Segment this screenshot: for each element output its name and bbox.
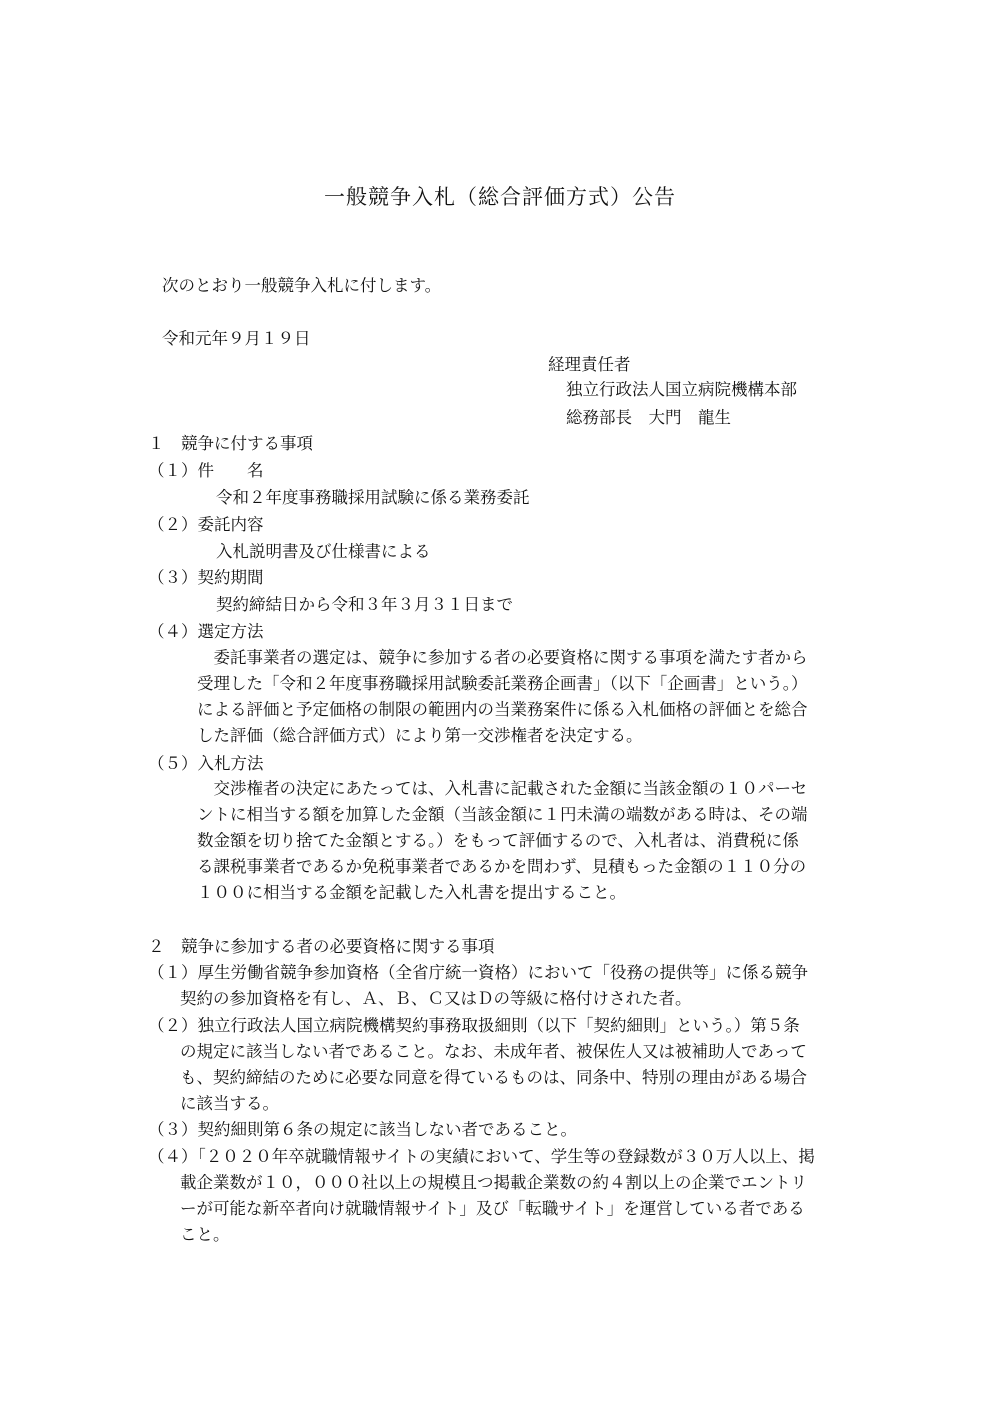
item2-1-line: 契約の参加資格を有し、Ａ、Ｂ、Ｃ又はＤの等級に格付けされた者。 bbox=[180, 989, 692, 1008]
item1-4-line: 受理した「令和２年度事務職採用試験委託業務企画書」（以下「企画書」という。） bbox=[197, 674, 808, 693]
item1-5-line: １００に相当する金額を記載した入札書を提出すること。 bbox=[197, 883, 626, 902]
item1-2-label: （２）委託内容 bbox=[148, 515, 264, 534]
item1-4-line: した評価（総合評価方式）により第一交渉権者を決定する。 bbox=[197, 726, 643, 745]
section2-heading: ２ 競争に参加する者の必要資格に関する事項 bbox=[148, 937, 495, 956]
item1-5-line: 交渉権者の決定にあたっては、入札書に記載された金額に当該金額の１０パーセ bbox=[197, 779, 808, 798]
item1-5-label: （５）入札方法 bbox=[148, 754, 264, 773]
item1-4-body bbox=[197, 645, 808, 749]
item1-4-line: による評価と予定価格の制限の範囲内の当業務案件に係る入札価格の評価とを総合 bbox=[197, 700, 808, 719]
notice-date: 令和元年９月１９日 bbox=[162, 329, 311, 348]
item1-4-label: （４）選定方法 bbox=[148, 622, 264, 641]
item2-2-line: （２）独立行政法人国立病院機構契約事務取扱細則（以下「契約細則」という。）第５条 bbox=[148, 1016, 800, 1035]
section1-heading: １ 競争に付する事項 bbox=[148, 434, 313, 453]
item1-3-body: 契約締結日から令和３年３月３１日まで bbox=[216, 595, 513, 614]
item2-2-line: に該当する。 bbox=[180, 1094, 279, 1113]
item1-5-line: ントに相当する額を加算した金額（当該金額に１円未満の端数がある時は、その端 bbox=[197, 805, 808, 824]
item2-4-line: 載企業数が１０，０００社以上の規模且つ掲載企業数の約４割以上の企業でエントリ bbox=[180, 1173, 807, 1192]
item2-1-line: （１）厚生労働省競争参加資格（全省庁統一資格）において「役務の提供等」に係る競争 bbox=[148, 963, 808, 982]
issuer-name: 総務部長 大門 龍生 bbox=[566, 408, 731, 427]
item2-4-line: ーが可能な新卒者向け就職情報サイト」及び「転職サイト」を運営している者である bbox=[180, 1199, 805, 1218]
item1-3-label: （３）契約期間 bbox=[148, 568, 264, 587]
page-title: 一般競争入札（総合評価方式）公告 bbox=[324, 185, 676, 209]
issuer-role: 経理責任者 bbox=[548, 355, 631, 374]
item1-1-body: 令和２年度事務職採用試験に係る業務委託 bbox=[216, 488, 530, 507]
item1-5-line: る課税事業者であるか免税事業者であるかを問わず、見積もった金額の１１０分の bbox=[197, 857, 807, 876]
item1-2-body: 入札説明書及び仕様書による bbox=[216, 542, 431, 561]
item1-1-label: （１）件 名 bbox=[148, 461, 264, 480]
issuer-organization: 独立行政法人国立病院機構本部 bbox=[566, 380, 797, 399]
intro-text: 次のとおり一般競争入札に付します。 bbox=[162, 276, 442, 295]
item2-4-line: （４）「２０２０年卒就職情報サイトの実績において、学生等の登録数が３０万人以上、掲 bbox=[148, 1147, 815, 1166]
item1-4-line: 委託事業者の選定は、競争に参加する者の必要資格に関する事項を満たす者から bbox=[197, 648, 808, 667]
item2-2-line: も、契約締結のために必要な同意を得ているものは、同条中、特別の理由がある場合 bbox=[180, 1068, 807, 1087]
item2-4-line: こと。 bbox=[180, 1225, 230, 1244]
item1-5-line: 数金額を切り捨てた金額とする。）をもって評価するので、入札者は、消費税に係 bbox=[197, 831, 799, 850]
item2-2-line: の規定に該当しない者であること。なお、未成年者、被保佐人又は被補助人であって bbox=[180, 1042, 807, 1061]
item2-3-line: （３）契約細則第６条の規定に該当しない者であること。 bbox=[148, 1120, 577, 1139]
item1-5-body bbox=[197, 776, 808, 906]
